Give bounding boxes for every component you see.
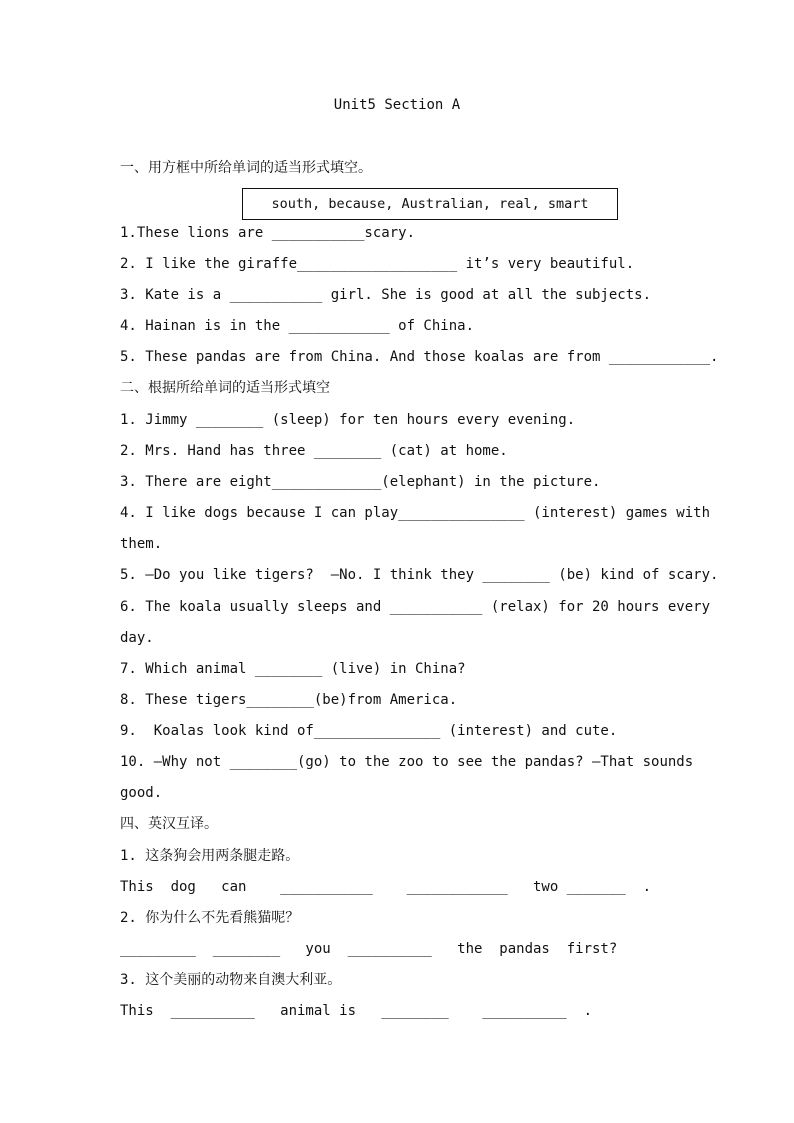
question-line: 10. —Why not ________(go) to the zoo to see the pandas? —That sounds [120,754,694,770]
question-line: This __________ animal is ________ __________ . [120,1003,593,1019]
word-box: south, because, Australian, real, smart [242,188,618,220]
question-line: 4. I like dogs because I can play_______________ (interest) games with [120,505,711,521]
question-line: them. [120,536,163,552]
question-line: 6. The koala usually sleeps and ___________ (relax) for 20 hours every [120,599,711,615]
section-4-heading: 四、英汉互译。 [120,816,218,832]
question-line: 3. 这个美丽的动物来自澳大利亚。 [120,972,342,988]
question-line: 2. 你为什么不先看熊猫呢？ [120,910,300,926]
question-line: day. [120,630,154,646]
section-2-heading: 二、根据所给单词的适当形式填空 [120,380,330,396]
question-line: good. [120,785,163,801]
question-line: 5. —Do you like tigers? —No. I think they ________ (be) kind of scary. [120,567,719,583]
question-line: 2. Mrs. Hand has three ________ (cat) at home. [120,443,508,459]
question-line: 1. Jimmy ________ (sleep) for ten hours every evening. [120,412,576,428]
question-line: 9. Koalas look kind of_______________ (interest) and cute. [120,723,618,739]
section-1-heading: 一、用方框中所给单词的适当形式填空。 [120,160,372,176]
question-line: 3. There are eight_____________(elephant) in the picture. [120,474,601,490]
question-line: 5. These pandas are from China. And those koalas are from ____________. [120,349,719,365]
question-line: 7. Which animal ________ (live) in China? [120,661,466,677]
question-line: This dog can ___________ ____________ two _______ . [120,879,652,895]
question-line: 1.These lions are ___________scary. [120,225,416,241]
question-line: 2. I like the giraffe___________________ it’s very beautiful. [120,256,635,272]
question-line: 4. Hainan is in the ____________ of China. [120,318,475,334]
question-line: _________ ________ you __________ the pandas first? [120,941,618,957]
question-line: 1. 这条狗会用两条腿走路。 [120,848,300,864]
question-line: 3. Kate is a ___________ girl. She is good at all the subjects. [120,287,652,303]
question-line: 8. These tigers________(be)from America. [120,692,458,708]
page-title: Unit5 Section A [333,97,461,113]
